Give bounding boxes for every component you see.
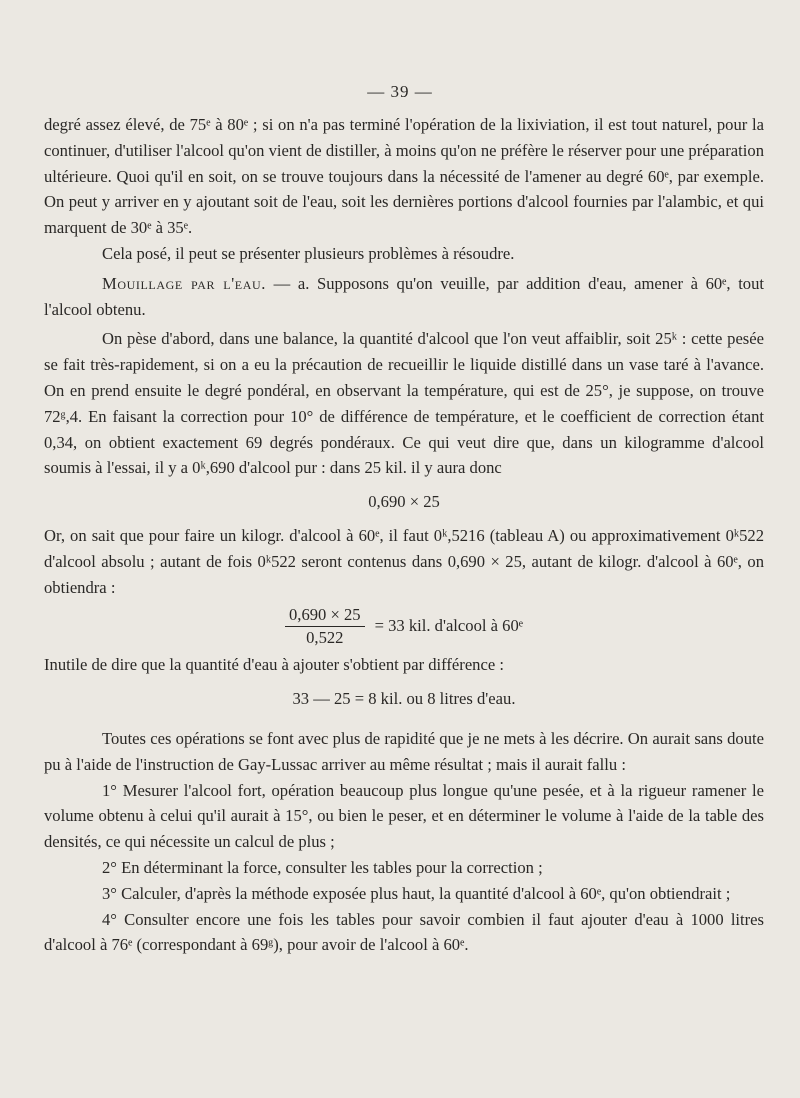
list-item: 2° En déterminant la force, consulter les tables pour la correction ; — [102, 857, 543, 877]
fraction-denominator: 0,522 — [306, 627, 344, 647]
fraction-numerator: 0,690 × 25 — [285, 604, 365, 627]
list-item: 1° Mesurer l'alcool fort, opération beaucoup plus longue qu'une pesée, et à la rigueur ramener le volume obtenu à celui qu'il aurait à 15°, ou bien le peser, et en déterminer le volume à l'aide de la table des densités, ce qui nécessite un calcul de plus ; — [44, 780, 764, 852]
body-text — [44, 112, 764, 958]
page-number: — 39 — — [367, 82, 433, 101]
paragraph-mouillage — [44, 271, 764, 323]
paragraph: On pèse d'abord, dans une balance, la quantité d'alcool que l'on veut affaiblir, soit 25ᵏ : cette pesée se fait très-rapidement, si on a eu la précaution de recueillir le liquide distillé dans un vase taré à l'avance. On en prend ensuite le degré pondéral, en observant la température, qui est de 25°, je suppose, on trouve 72ᵍ,4. En faisant la correction pour 10° de différence de température, et le coefficient de correction étant 0,34, on obtient exactement 69 degrés pondéraux. Ce qui veut dire que, dans un kilogramme d'alcool soumis à l'essai, il y a 0ᵏ,690 d'alcool pur : dans 25 kil. il y aura donc — [44, 329, 764, 478]
formula-difference: 33 — 25 = 8 kil. ou 8 litres d'eau. — [292, 689, 516, 709]
formula-fraction — [44, 600, 764, 652]
formula-product: 0,690 × 25 — [368, 492, 440, 512]
list-item: 3° Calculer, d'après la méthode exposée plus haut, la quantité d'alcool à 60ᵉ, qu'on obtiendrait ; — [102, 883, 731, 903]
paragraph-text: — a. Supposons qu'on veuille, par addition d'eau, amener à 60ᵉ, tout l'alcool obtenu. — [44, 273, 765, 319]
fraction — [285, 604, 365, 649]
section-heading: Mouillage par l'eau. — [102, 273, 267, 293]
paragraph: Toutes ces opérations se font avec plus de rapidité que je ne mets à les décrire. On aurait sans doute pu à l'aide de l'instruction de Gay-Lussac arriver au même résultat ; mais il aurait fallu : — [44, 728, 764, 774]
paragraph: degré assez élevé, de 75ᵉ à 80ᵉ ; si on n'a pas terminé l'opération de la lixiviation, il est tout naturel, pour la continuer, d'utiliser l'alcool qu'on vient de distiller, à moins qu'on ne préfère le réserver pour une préparation ultérieure. Quoi qu'il en soit, on se trouve toujours dans la nécessité de l'amener au degré 60ᵉ, par exemple. On peut y arriver en y ajoutant soit de l'eau, soit les dernières portions d'alcool fournies par l'alambic, et qui marquent de 30ᵉ à 35ᵉ. — [44, 115, 764, 238]
paragraph: Inutile de dire que la quantité d'eau à ajouter s'obtient par différence : — [44, 655, 504, 675]
fraction-result: = 33 kil. d'alcool à 60ᵉ — [374, 616, 523, 636]
list-item: 4° Consulter encore une fois les tables pour savoir combien il faut ajouter d'eau à 1000 litres d'alcool à 76ᵉ (correspondant à 69ᵍ), pour avoir de l'alcool à 60ᵉ. — [44, 909, 764, 955]
paragraph: Or, on sait que pour faire un kilogr. d'alcool à 60ᵉ, il faut 0ᵏ,5216 (tableau A) ou approximativement 0ᵏ522 d'alcool absolu ; autant de fois 0ᵏ522 seront contenus dans 0,690 × 25, autant de kilogr. d'alcool à 60ᵉ, on obtiendra : — [44, 525, 764, 597]
paragraph: Cela posé, il peut se présenter plusieurs problèmes à résoudre. — [102, 243, 515, 263]
